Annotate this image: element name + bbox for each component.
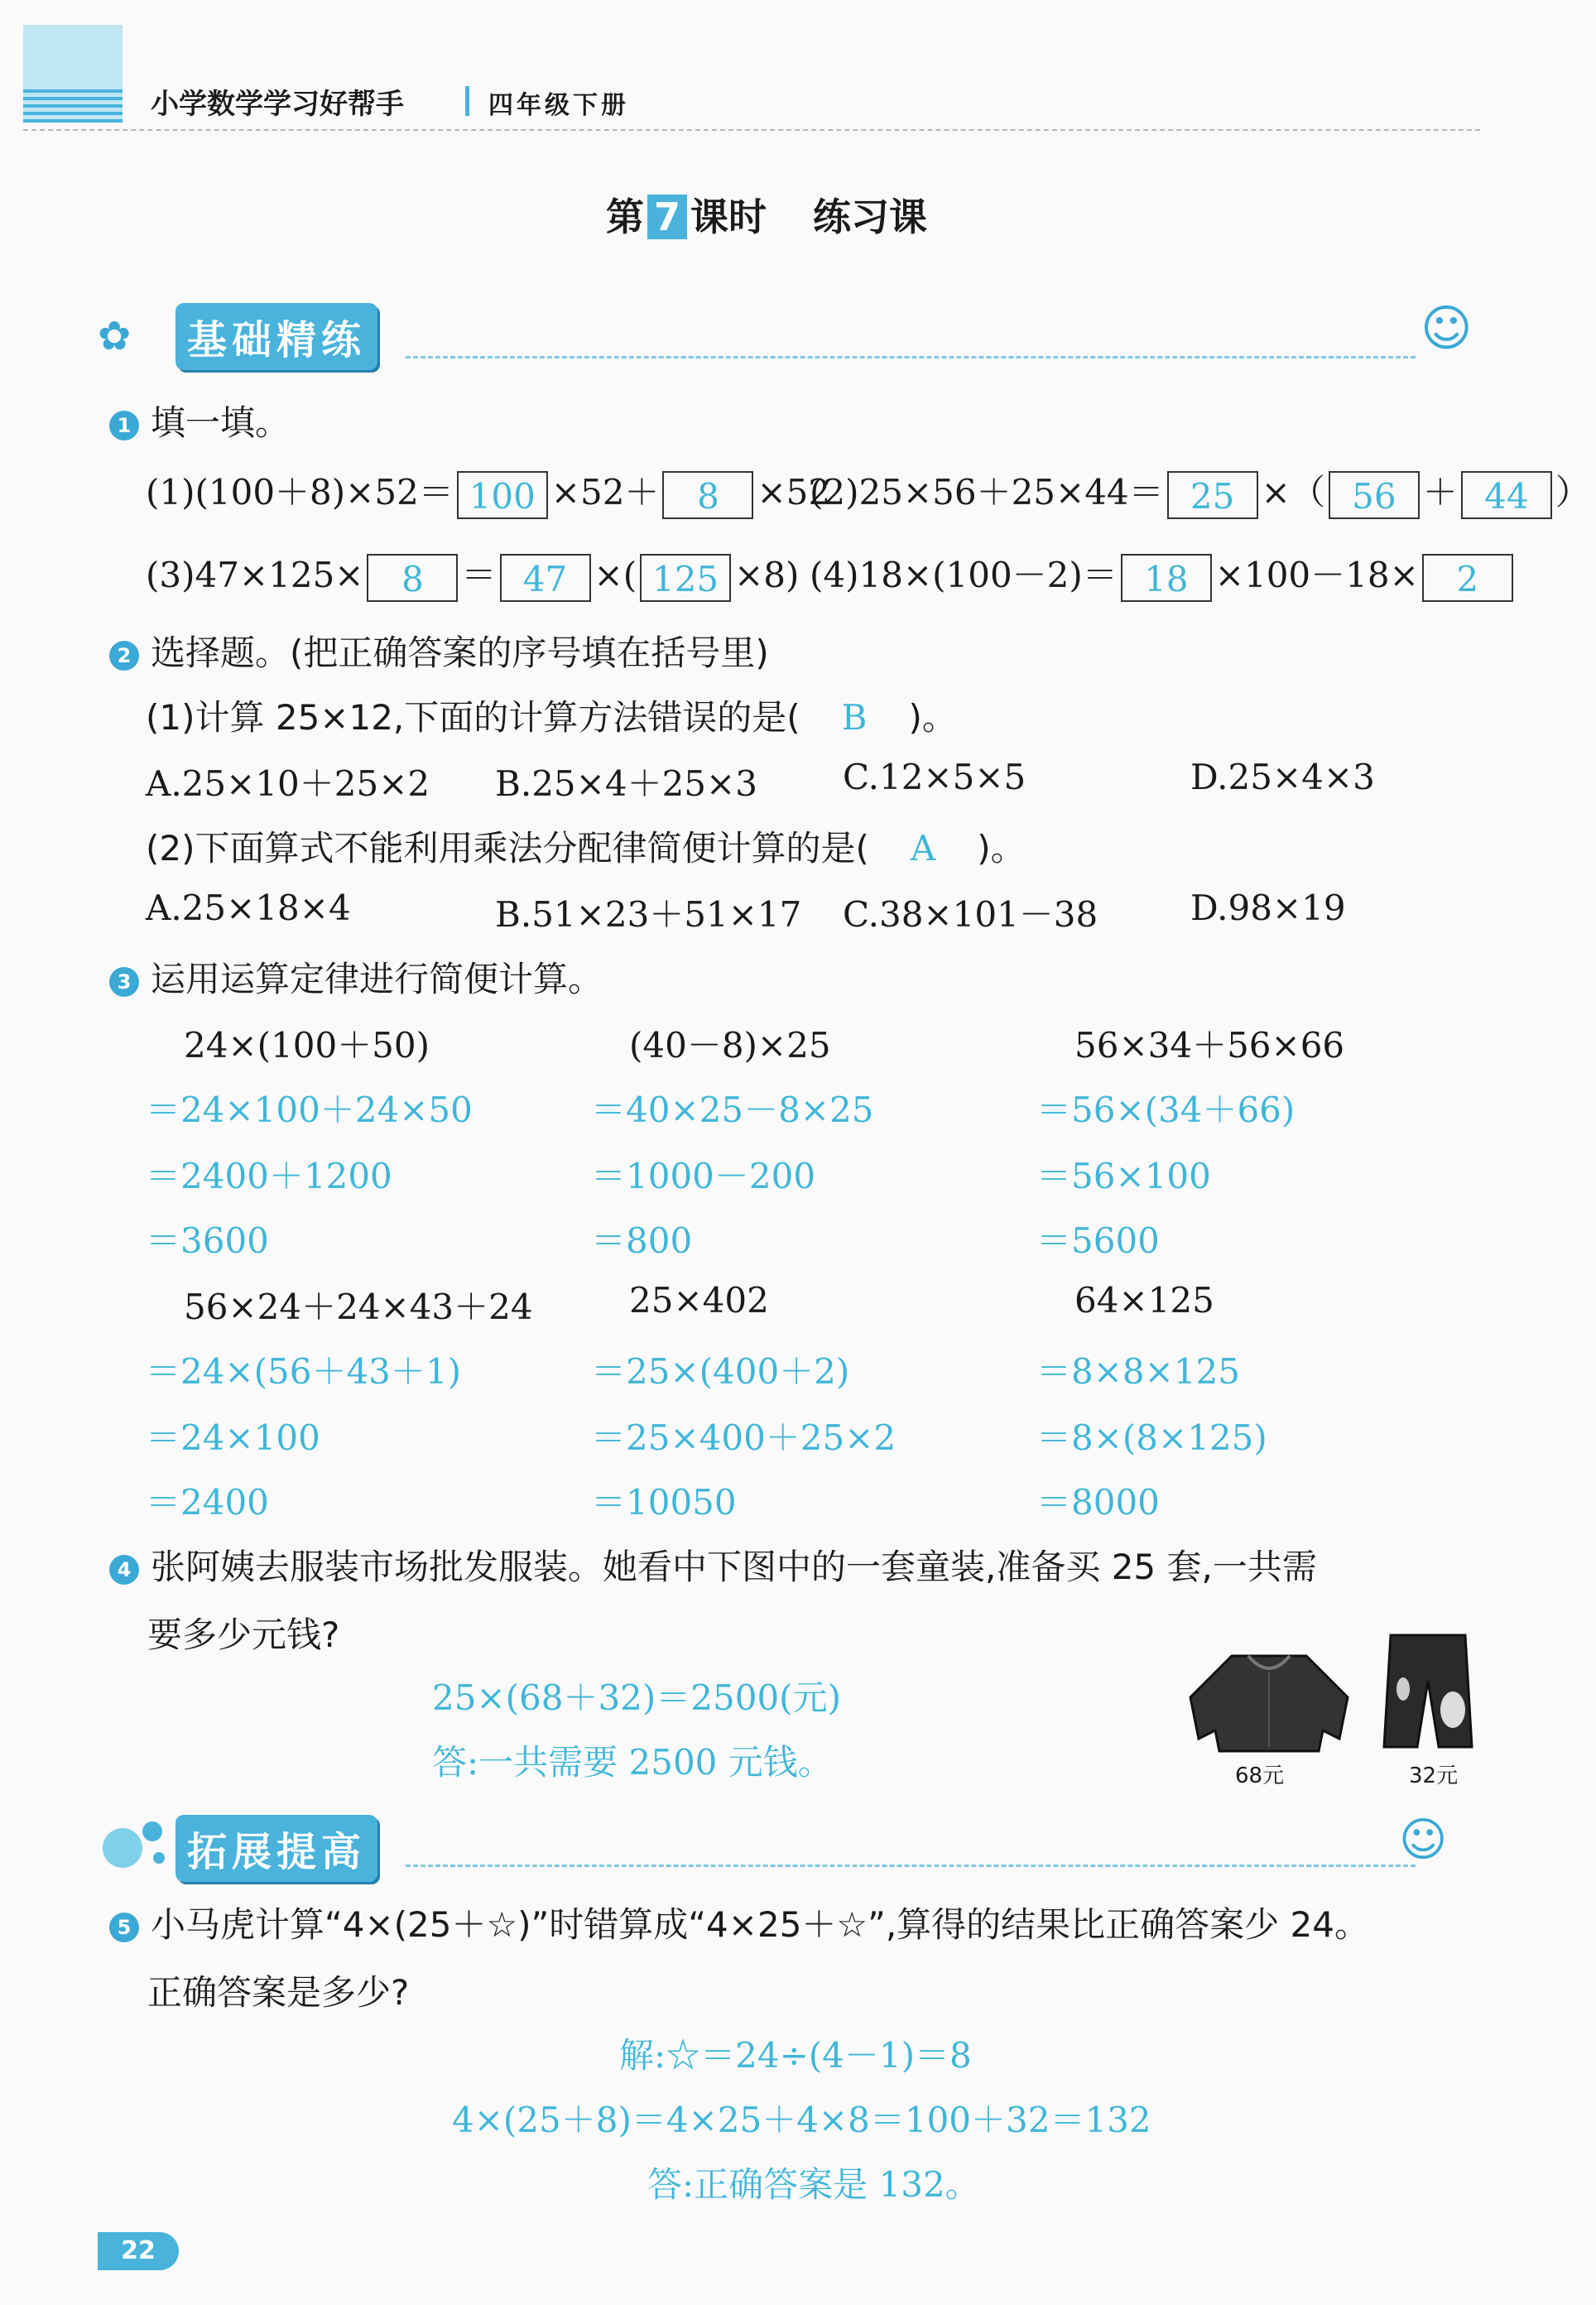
q3-expr-5: 25×402 [629,1280,769,1321]
lesson-title [606,187,927,242]
q3-step: ＝3600 [146,1220,269,1261]
header-divider [465,86,469,116]
q3-step: ＝24×100 [146,1417,320,1458]
q1-row1: (1)(100＋8)×52＝ 100 ×52＋ 8 ×52 [146,465,830,519]
q2-p2-opt-a: A.25×18×4 [146,888,351,928]
lesson-suffix: 课时 [690,195,767,239]
q3-step: ＝56×100 [1036,1156,1211,1196]
lesson-number: 7 [647,195,687,239]
q4-answer-2: 答:一共需要 2500 元钱。 [432,1742,833,1783]
lesson-prefix: 第 [606,195,644,239]
bubbles-icon [98,1815,172,1873]
q2-p2-opt-b: B.51×23＋51×17 [495,894,802,935]
q2-p1-opt-c: C.12×5×5 [843,757,1026,797]
section-basic-divider [406,356,1416,359]
header-stripes [23,89,123,123]
q2-p1-opt-a: A.25×10＋25×2 [146,763,430,804]
kid-icon: ☺ [1399,1813,1448,1867]
q4-line2: 要多少元钱? [147,1614,340,1655]
pants-price: 32元 [1409,1764,1459,1788]
q3-step: ＝800 [591,1220,693,1261]
section-extend: 拓展提高 [175,1815,377,1882]
q1-row2: (3)47×125× 8 ＝ 47 ×( 125 ×8) [146,548,799,602]
q2-title: 2 选择题。(把正确答案的序号填在括号里) [109,626,769,676]
q5-answer-2: 4×(25＋8)＝4×25＋4×8＝100＋32＝132 [452,2100,1151,2140]
q1-row1b: (2)25×56＋25×44＝ 25 ×（ 56 ＋ 44 ） [810,465,1590,519]
section-extend-divider [406,1865,1416,1867]
q3-step: ＝8×(8×125) [1036,1417,1267,1458]
q5-answer-1: 解:☆＝24÷(4－1)＝8 [619,2035,972,2076]
q5-answer-3: 答:正确答案是 132。 [647,2164,980,2205]
q2-p2: (2)下面算式不能利用乘法分配律简便计算的是( A )。 [146,828,1026,869]
q2-p1: (1)计算 25×12,下面的计算方法错误的是( B )。 [146,697,957,738]
section-basic: 基础精练 [175,303,377,370]
q5-line2: 正确答案是多少? [147,1972,410,2013]
q3-expr-2: (40－8)×25 [629,1025,831,1066]
jacket-price: 68元 [1235,1764,1285,1788]
q3-step: ＝25×400＋25×2 [591,1417,897,1458]
q1-title: 1 填一填。 [109,396,290,445]
q1-row2b: (4)18×(100－2)＝ 18 ×100－18× 2 [810,548,1517,602]
q3-step: ＝1000－200 [591,1156,816,1196]
q3-expr-1: 24×(100＋50) [184,1025,430,1066]
runner-icon: ☺ [1421,300,1473,358]
header-rule [23,129,1480,131]
q3-step: ＝5600 [1036,1220,1160,1261]
pants-image [1374,1631,1482,1755]
q3-step: ＝24×(56＋43＋1) [146,1351,462,1392]
lesson-name: 练习课 [813,195,928,239]
q3-step: ＝2400 [146,1482,269,1523]
jacket-image [1182,1648,1356,1755]
q2-p2-opt-c: C.38×101－38 [843,894,1098,935]
q3-title: 3 运用运算定律进行简便计算。 [109,952,603,1002]
q3-step: ＝8×8×125 [1036,1351,1240,1392]
q3-step: ＝2400＋1200 [146,1156,392,1196]
q3-expr-4: 56×24＋24×43＋24 [184,1287,533,1327]
q2-p1-opt-d: D.25×4×3 [1190,757,1375,797]
sprout-icon: ✿ [98,313,132,359]
q3-step: ＝8000 [1036,1482,1160,1523]
q3-step: ＝56×(34＋66) [1036,1090,1296,1130]
q3-expr-3: 56×34＋56×66 [1074,1025,1345,1066]
page-number: 22 [98,2232,179,2270]
q4-line1: 4 张阿姨去服装市场批发服装。她看中下图中的一套童装,准备买 25 套,一共需 [109,1540,1317,1590]
q4-answer-1: 25×(68＋32)＝2500(元) [432,1677,841,1718]
q3-step: ＝24×100＋24×50 [146,1090,473,1130]
q5-line1: 5 小马虎计算“4×(25＋☆)”时错算成“4×25＋☆”,算得的结果比正确答案少 24。 [109,1898,1369,1947]
q2-p1-opt-b: B.25×4＋25×3 [495,763,757,804]
header-book-title: 小学数学学习好帮手 [151,88,404,121]
header-grade: 四年级下册 [488,91,629,120]
q2-p2-opt-d: D.98×19 [1190,888,1346,928]
q3-step: ＝10050 [591,1482,737,1523]
q3-step: ＝40×25－8×25 [591,1090,874,1130]
q3-expr-6: 64×125 [1074,1280,1214,1321]
q3-step: ＝25×(400＋2) [591,1351,850,1392]
